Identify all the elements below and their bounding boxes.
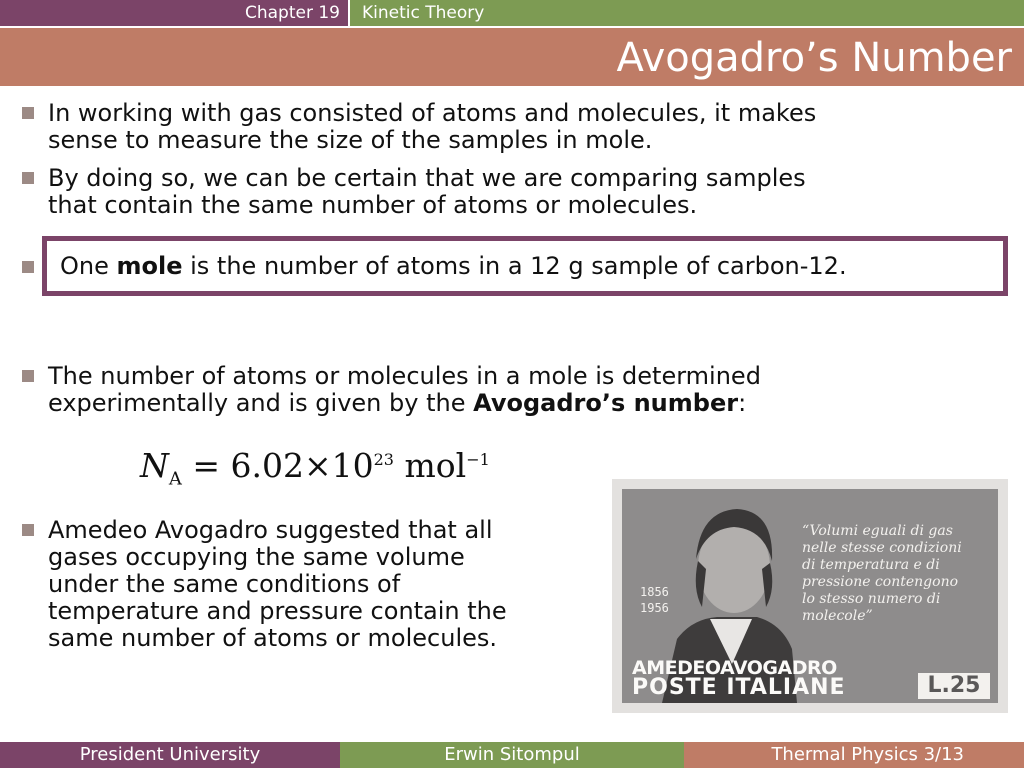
bullet-5-line-2: gases occupying the same volume: [48, 543, 465, 571]
bullet-2: [48, 165, 806, 219]
footer-bar: [0, 742, 1024, 768]
bullet-marker: [22, 370, 34, 382]
mole-pre: One: [60, 252, 117, 280]
stamp-quote: “Volumi eguali di gas nelle stesse condizioni di temperatura e di pressione contengono lo stesso numero di molecole”: [802, 523, 962, 624]
stamp-years: 1856 1956: [640, 585, 669, 615]
stamp-face: [622, 489, 998, 703]
stamp-name: AMEDEOAVOGADRO: [632, 657, 837, 679]
formula-symbol: N: [140, 446, 169, 485]
avogadro-formula: [140, 440, 490, 500]
top-bar: [0, 0, 1024, 26]
footer-university: President University: [0, 742, 340, 768]
bullet-5-line-1: Amedeo Avogadro suggested that all: [48, 516, 493, 544]
slide-title: Avogadro’s Number: [616, 35, 1012, 81]
bullet-1-line-1: In working with gas consisted of atoms and molecules, it makes: [48, 99, 817, 127]
avogadro-stamp-image: [612, 479, 1008, 713]
footer-author: Erwin Sitompul: [340, 742, 684, 768]
topic-label: Kinetic Theory: [350, 0, 1024, 26]
bullet-marker: [22, 261, 34, 273]
title-bar: [0, 28, 1024, 86]
footer-course-page: Thermal Physics 3/13: [684, 742, 1024, 768]
bullet-marker: [22, 524, 34, 536]
bullet-4-line-2: [48, 390, 761, 417]
formula-unit-exponent: −1: [466, 450, 490, 469]
formula-unit: mol: [393, 446, 467, 485]
bullet-4-line-2-text: experimentally and is given by the: [48, 389, 474, 417]
avogadro-number-term: Avogadro’s number: [473, 389, 739, 417]
stamp-poste: POSTE ITALIANE: [632, 675, 846, 700]
formula-subscript: A: [168, 468, 182, 490]
mole-definition: [60, 253, 847, 280]
bullet-marker: [22, 172, 34, 184]
stamp-value: L.25: [918, 673, 990, 699]
formula-value: = 6.02×10: [181, 446, 374, 485]
bullet-1-line-2: sense to measure the size of the samples in mole.: [48, 126, 653, 154]
bullet-5: [48, 517, 507, 652]
bullet-5-line-4: temperature and pressure contain the: [48, 597, 507, 625]
mole-keyword: mole: [116, 252, 183, 280]
bullet-4-colon: :: [738, 389, 747, 417]
bullet-4-line-1: The number of atoms or molecules in a mole is determined: [48, 362, 761, 390]
chapter-label: Chapter 19: [0, 0, 348, 26]
bullet-2-line-2: that contain the same number of atoms or molecules.: [48, 191, 698, 219]
bullet-4: [48, 363, 761, 417]
bullet-2-line-1: By doing so, we can be certain that we are comparing samples: [48, 164, 806, 192]
mole-post: is the number of atoms in a 12 g sample of carbon-12.: [182, 252, 847, 280]
bullet-5-line-5: same number of atoms or molecules.: [48, 624, 498, 652]
bullet-1: [48, 100, 816, 154]
formula-exponent: 23: [373, 450, 394, 469]
bullet-marker: [22, 107, 34, 119]
bullet-5-line-3: under the same conditions of: [48, 570, 401, 598]
